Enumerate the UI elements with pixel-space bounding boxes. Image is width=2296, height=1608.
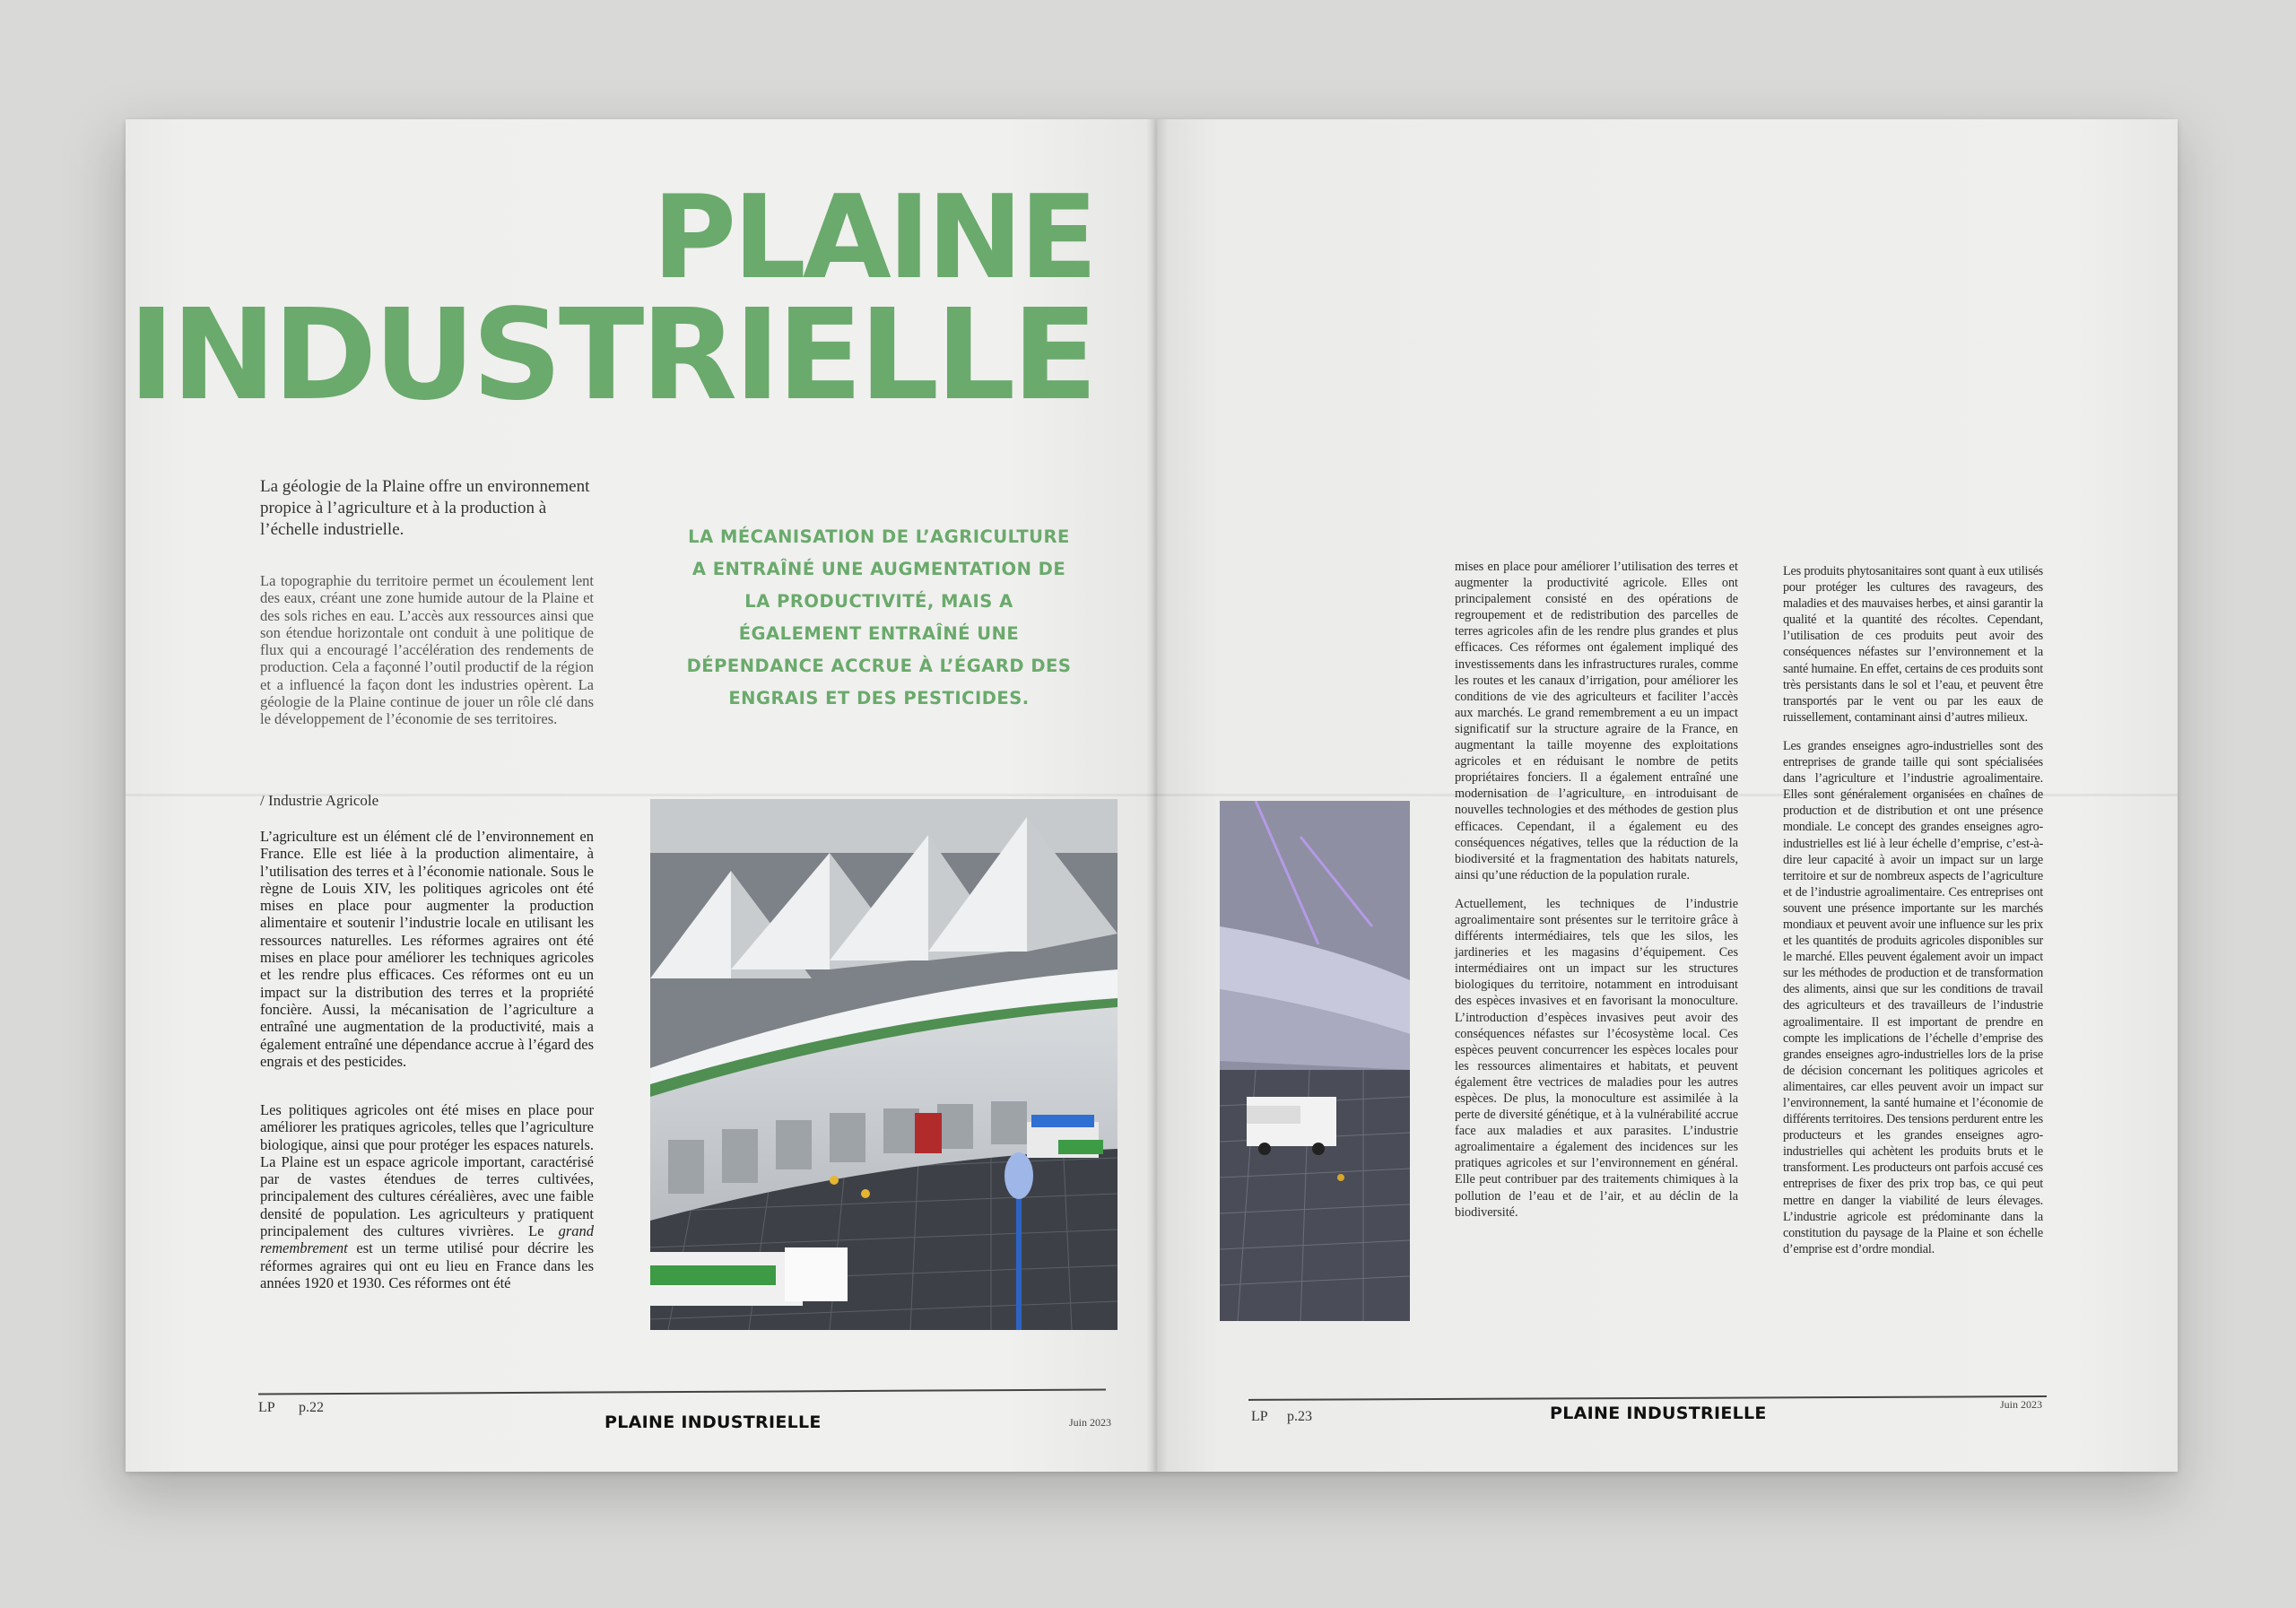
column-1-paragraph-1: mises en place pour améliorer l’utilisation des terres et augmenter la productivité agricole. Elles ont principalement consisté en des opérations de regroupement et de redistribution des parcelles de terres agricoles afin de les rendre plus grandes et plus efficaces. Ces réformes ont également impliqué des investissements dans les infrastructures rurales, comme les routes et les canaux d’irrigation, pour améliorer les conditions de vie des agriculteurs et faciliter l’accès aux marchés. Le grand remembrement a eu un impact significatif sur la structure agraire de la France, en augmentant la taille moyenne des exploitations agricoles et en réduisant le nombre de petits propriétaires fonciers. Il a également entraîné une modernisation de l’agriculture, en introduisant de nouvelles technologies et des méthodes de gestion plus efficaces. Cependant, il a également eu des conséquences négatives, telles que la réduction de la biodiversité et la fragmentation des habitats naturels, ainsi qu’une réduction de la population rurale. — [1455, 560, 1738, 882]
right-page — [1157, 119, 2178, 1472]
truck-model-photo — [1220, 801, 1410, 1321]
section-heading: / Industrie Agricole — [260, 792, 379, 809]
footer-date: Juin 2023 — [1069, 1416, 1112, 1429]
page-title — [127, 171, 1094, 430]
footer-rule — [1248, 1395, 2047, 1400]
column-2-paragraph-2: Les grandes enseignes agro-industrielles sont des entreprises de grande taille qui sont spécialisées dans l’agriculture et l’industrie agroalimentaire. Elles sont généralement organisées en chaînes de production et de distribution et ont une présence mondiale. Le concept des grandes enseignes agro-industrielles est lié à leur échelle d’emprise, c’est-à-dire leur capacité à avoir un impact sur un large territoire et sur de nombreux aspects de l’agriculture et de l’industrie agroalimentaire. Ces entreprises ont souvent une présence importante sur les marchés mondiaux et peuvent avoir une influence sur les prix et les quantités de produits agricoles disponibles sur le marché. Elles peuvent également avoir un impact sur les méthodes de production et de transformation des aliments, ainsi que sur les conditions de travail des agriculteurs et des travailleurs de l’industrie agroalimentaire. Il est important de prendre en compte les implications de l’échelle d’emprise des grandes enseignes agro-industrielles lors de la prise de décision concernant les politiques agricoles et alimentaires, car elles peuvent avoir un impact sur l’environnement, la santé humaine et l’économie de différents territoires. Des tensions perdurent entre les producteurs et les grandes enseignes agro-industrielles qui achètent les produits bruts et le transforment. Les producteurs ont parfois accusé ces entreprises de fixer des prix trop bas, ce qui peut mettre en danger la viabilité de leurs élevages. L’industrie agricole est prédominante dans la constitution du paysage de la Plaine et son échelle d’emprise est d’ordre mondial. — [1783, 738, 2043, 1256]
para3-start: Les politiques agricoles ont été mises en place pour améliorer les pratiques agricoles, telles que l’agriculture biologique, ainsi que pour protéger les espaces naturels. La Plaine est un espace agricole important, caractérisé par de vastes étendues de terres cultivées, principalement des cultures céréalières, avec une faible densité de population. Les agriculteurs y pratiquent principalement des cultures vivrières. Le — [260, 1101, 594, 1240]
footer-title: PLAINE INDUSTRIELLE — [1550, 1404, 1767, 1423]
footer-date: Juin 2023 — [2000, 1398, 2043, 1411]
title-line-2: INDUSTRIELLE — [127, 282, 1094, 430]
spine-gutter — [1146, 119, 1168, 1472]
column-2-paragraph-1: Les produits phytosanitaires sont quant à eux utilisés pour protéger les cultures des ravageurs, des maladies et des mauvaises herbes, et ainsi garantir la qualité et la quantité des récoltes. Cependant, l’utilisation de ces produits peut avoir des conséquences néfastes sur l’environnement et la santé humaine. En effet, certains de ces produits sont très persistants dans le sol et l’eau, et peuvent être transportés par le vent ou par les eaux de ruissellement, contaminant ainsi d’autres milieux. — [1783, 564, 2043, 725]
body-paragraph-2: L’agriculture est un élément clé de l’environnement en France. Elle est liée à la production alimentaire, à l’utilisation des terres et à l’économie nationale. Sous le règne de Louis XIV, les politiques agricoles ont été mises en place pour augmenter la production alimentaire et soutenir l’industrie locale en utilisant les ressources naturelles. Les réformes agraires ont été mises en place pour améliorer les techniques agricoles et les rendre plus efficaces. Ces réformes ont eu un impact sur la distribution des terres et la propriété foncière. Aussi, la mécanisation de l’agriculture a entraîné une augmentation de la productivité, mais a également entraîné une dépendance accrue à l’égard des engrais et des pesticides. — [260, 828, 594, 1070]
body-paragraph-1: La topographie du territoire permet un écoulement lent des eaux, créant une zone humide autour de la Plaine et des sols riches en eau. L’accès aux ressources ainsi que son étendue horizontale ont conduit à une politique de flux qui a encouragé l’accélération des rendements de production. Cela a façonné l’outil productif de la région et a influencé la façon dont les industries opèrent. La géologie de la Plaine continue de jouer un rôle clé dans le développement de l’économie de ses territoires. — [260, 572, 594, 728]
text-column-2 — [1783, 563, 2043, 1270]
pull-quote: LA MÉCANISATION DE L’AGRICULTURE A ENTRAÎNÉ UNE AUGMENTATION DE LA PRODUCTIVITÉ, MAIS A ÉGALEMENT ENTRAÎNÉ UNE DÉPENDANCE ACCRUE À L’ÉGARD DES ENGRAIS ET DES PESTICIDES. — [686, 526, 1072, 708]
footer-lp: LP — [1251, 1409, 1268, 1424]
footer-title: PLAINE INDUSTRIELLE — [604, 1412, 822, 1432]
footer-lp: LP — [258, 1400, 275, 1415]
body-paragraph-3 — [260, 1101, 594, 1291]
para3-end: est un terme utilisé pour décrire les réformes agraires qui ont eu lieu en France dans les années 1920 et 1930. Ces réformes ont été — [260, 1239, 594, 1291]
footer-page-number: p.23 — [1287, 1409, 1312, 1424]
para3-emphasis: grand remembrement — [260, 1222, 594, 1257]
footer-rule — [258, 1389, 1106, 1395]
column-1-paragraph-2: Actuellement, les techniques de l’industrie agroalimentaire sont présentes sur le territoire grâce à différents intermédiaires, tels que les silos, les jardineries et les magasins d’équipement. Ces intermédiaires ont un impact sur les structures biologiques du territoire, notamment en introduisant des espèces invasives et en favorisant la monoculture. L’introduction d’espèces invasives peut avoir des conséquences néfastes sur l’écosystème local. Ces espèces peuvent concurrencer les espèces locales pour les ressources alimentaires et habitats, et peuvent également être vectrices de maladies pour les autres espèces. De plus, la monoculture est assimilée à la perte de diversité génétique, et à la vulnérabilité accrue face aux maladies et aux parasites. L’industrie agroalimentaire a également des incidences sur les pratiques agricoles et sur l’environnement en général. Elle peut contribuer par des traitements chimiques à la pollution de l’eau et de l’air, et au déclin de la biodiversité. — [1455, 896, 1738, 1220]
title-line-1: PLAINE — [652, 171, 1094, 305]
intro-text: La géologie de la Plaine offre un environnement propice à l’agriculture et à la production à l’échelle industrielle. — [260, 477, 590, 539]
factory-model-photo — [650, 799, 1118, 1330]
text-column-1 — [1455, 559, 1738, 1233]
left-page — [126, 119, 1157, 1472]
footer-page-number: p.22 — [299, 1400, 324, 1415]
